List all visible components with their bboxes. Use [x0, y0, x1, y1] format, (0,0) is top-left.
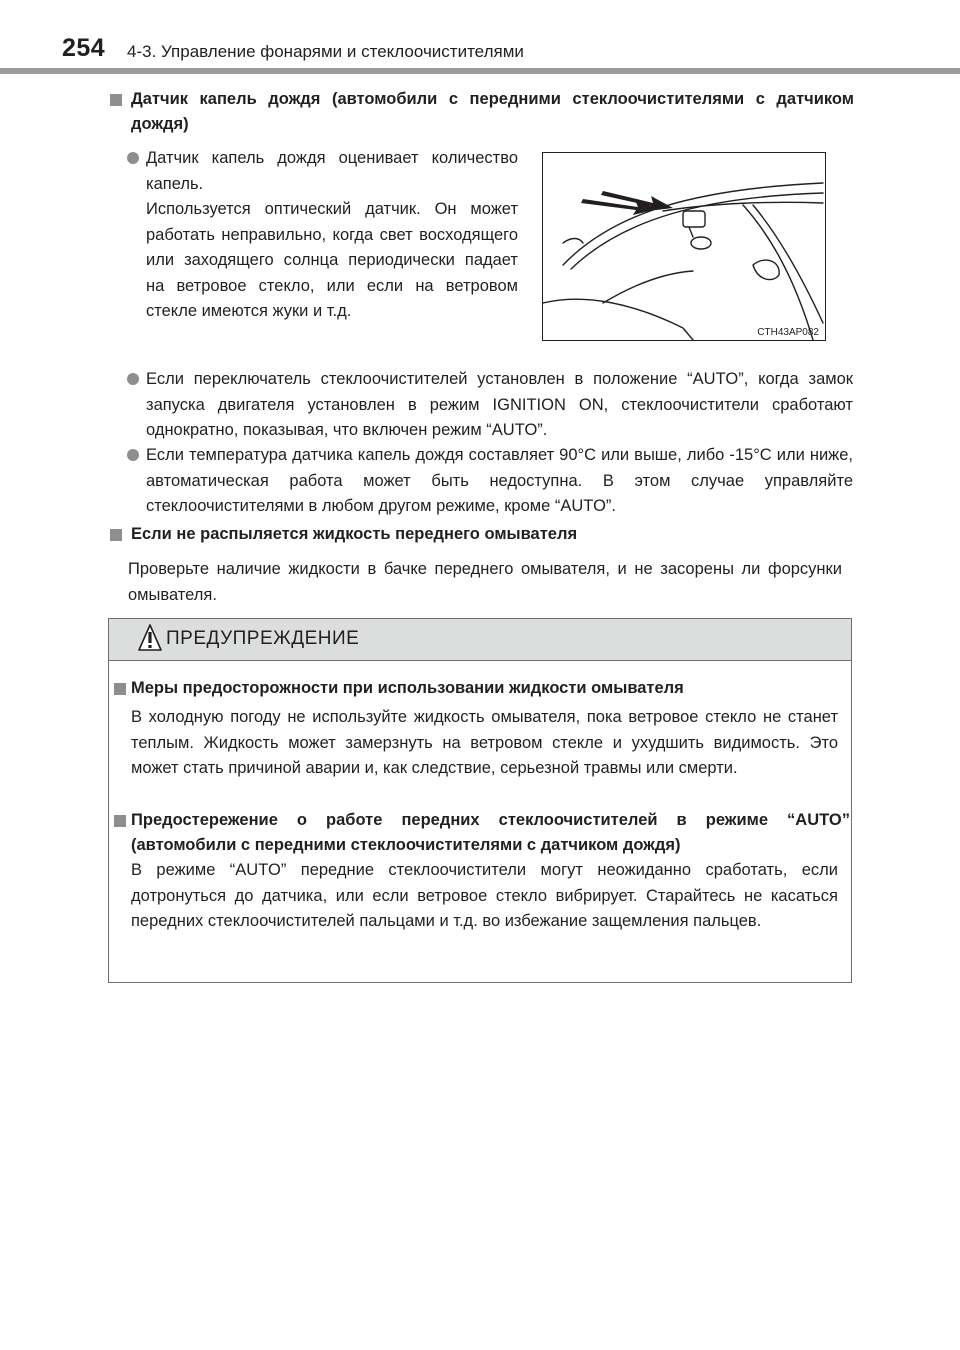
warning-item-title: Меры предосторожности при использовании жидкости омывателя [131, 679, 684, 697]
warning-header [109, 619, 851, 661]
header-rule [0, 68, 960, 74]
section-text: Проверьте наличие жидкости в бачке переднего омывателя, и не засорены ли форсунки омывателя. [128, 560, 842, 604]
page-number: 254 [62, 34, 106, 62]
round-bullet-icon [127, 373, 139, 385]
bullet-text: Если переключатель стеклоочистителей установлен в положение “AUTO”, когда замок запуска двигателя установлен в режим IGNITION ON, стеклоочистители сработают однократно, показывая, что включен режим “AUTO”. [146, 370, 853, 439]
warning-title: ПРЕДУПРЕЖДЕНИЕ [166, 628, 360, 649]
warning-item-text: В режиме “AUTO” передние стеклоочистители могут неожиданно сработать, если дотронуться до датчика, или если ветровое стекло вибрирует. Старайтесь не касаться передних стеклоочистителей пальцами и т.д. во избежание защемления пальцев. [131, 861, 838, 930]
windshield-figure [542, 152, 826, 341]
square-bullet-icon [110, 94, 122, 106]
round-bullet-icon [127, 449, 139, 461]
bullet-text: Используется оптический датчик. Он может работать неправильно, когда свет восходящего или заходящего солнца периодически падает на ветровое стекло, или если на ветровом стекле имеются жуки и т.д. [146, 200, 518, 320]
windshield-rain-sensor-icon [543, 153, 825, 340]
square-bullet-icon [110, 529, 122, 541]
chapter-title: 4-3. Управление фонарями и стеклоочистителями [127, 42, 524, 61]
warning-item-text: В холодную погоду не используйте жидкость омывателя, пока ветровое стекло не станет теплым. Жидкость может замерзнуть на ветровом стекле и ухудшить видимость. Это может стать причиной аварии и, как следствие, серьезной травмы или смерти. [131, 708, 838, 777]
warning-item-title: Предостережение о работе передних стеклоочистителей в режиме “AUTO” (автомобили с передними стеклоочистителями с датчиком дождя) [131, 811, 850, 854]
bullet-text: Если температура датчика капель дождя составляет 90°C или выше, либо -15°C или ниже, автоматическая работа может быть недоступна. В этом случае управляйте стеклоочистителями в любом другом режиме, кроме “AUTO”. [146, 446, 853, 515]
figure-code: CTH43AP082 [757, 327, 819, 338]
round-bullet-icon [127, 152, 139, 164]
bullet-text: Датчик капель дождя оценивает количество капель. [146, 149, 518, 193]
section-title: Датчик капель дождя (автомобили с передними стеклоочистителями с датчиком дождя) [131, 90, 854, 133]
square-bullet-icon [114, 815, 126, 827]
square-bullet-icon [114, 683, 126, 695]
warning-triangle-icon [138, 624, 162, 652]
section-title: Если не распыляется жидкость переднего омывателя [131, 525, 578, 543]
